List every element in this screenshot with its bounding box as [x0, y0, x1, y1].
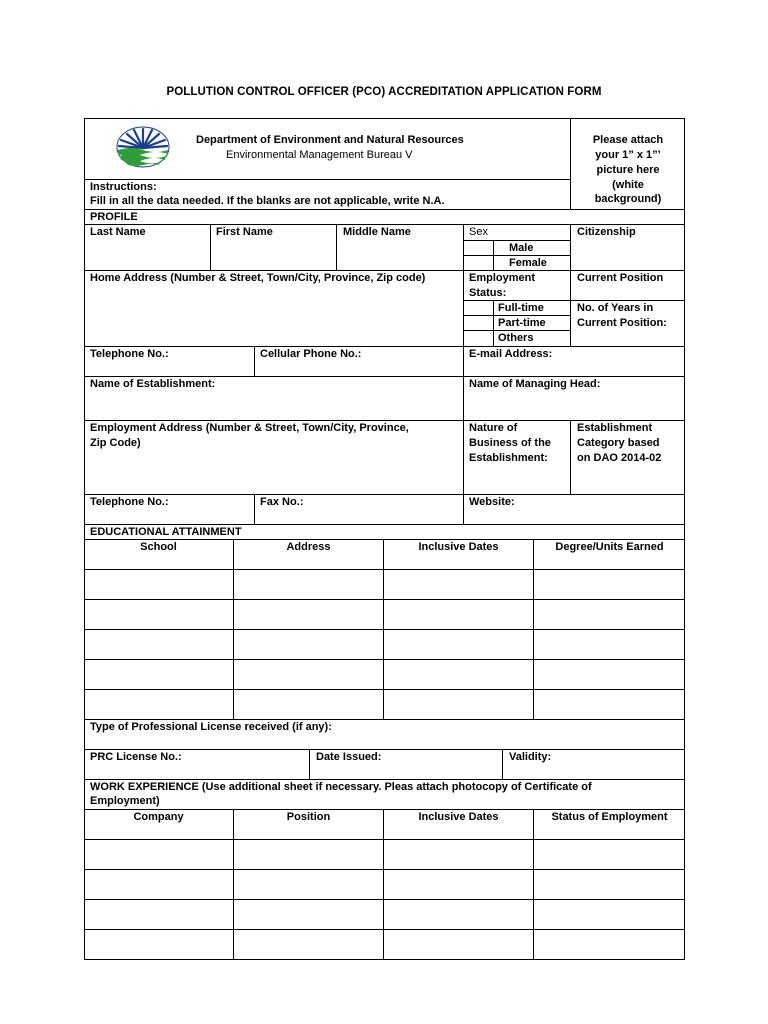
telephone-label: Telephone No.:	[90, 348, 169, 360]
table-rule	[383, 809, 384, 960]
part-time-label: Part-time	[498, 317, 546, 329]
prc-license-label: PRC License No.:	[90, 751, 182, 763]
photo-instruction-2: your 1” x 1”’	[595, 149, 661, 161]
table-rule	[84, 494, 685, 495]
table-rule	[84, 929, 685, 930]
employment-address-label-2: Zip Code)	[90, 437, 141, 449]
others-label: Others	[498, 332, 534, 344]
email-label: E-mail Address:	[469, 348, 553, 360]
home-address-label: Home Address (Number & Street, Town/City, Province, Zip code)	[90, 272, 426, 284]
middle-name-label: Middle Name	[343, 226, 411, 238]
bureau-name: Environmental Management Bureau V	[226, 149, 413, 161]
table-rule	[84, 839, 685, 840]
profile-heading: PROFILE	[90, 211, 138, 223]
table-rule	[336, 224, 337, 270]
last-name-label: Last Name	[90, 226, 146, 238]
validity-label: Validity:	[509, 751, 552, 763]
table-rule	[493, 240, 494, 270]
table-rule	[84, 629, 685, 630]
table-rule	[254, 494, 255, 524]
website-label: Website:	[469, 496, 515, 508]
work-experience-heading-line	[90, 780, 592, 795]
years-in-position-label-2: Current Position:	[577, 317, 667, 329]
photo-instruction-5: background)	[594, 193, 662, 205]
photo-instruction-4: (white	[612, 179, 644, 191]
table-rule	[463, 224, 464, 346]
education-col-address: Address	[286, 541, 331, 553]
nature-of-business-label-3: Establishment:	[469, 452, 548, 464]
table-rule	[309, 749, 310, 779]
establishment-category-label-2: Category based	[577, 437, 660, 449]
work-col-dates: Inclusive Dates	[418, 811, 499, 823]
license-type-label: Type of Professional License received (if any):	[90, 721, 332, 733]
department-name: Department of Environment and Natural Resources	[196, 134, 464, 146]
male-label: Male	[509, 242, 534, 254]
table-rule	[463, 346, 464, 420]
education-col-degree: Degree/Units Earned	[555, 541, 664, 553]
table-rule	[84, 209, 685, 210]
table-rule	[84, 659, 685, 660]
instructions-label: Instructions:	[90, 181, 157, 193]
current-position-label: Current Position	[577, 272, 664, 284]
table-rule	[502, 749, 503, 779]
telephone-2-label: Telephone No.:	[90, 496, 169, 508]
employment-status-label-2: Status:	[469, 287, 507, 299]
establishment-category-label-1: Establishment	[577, 422, 653, 434]
table-rule	[84, 599, 685, 600]
education-col-school: School	[140, 541, 177, 553]
photo-instruction-3: picture here	[596, 164, 660, 176]
employment-address-label-1: Employment Address (Number & Street, Town/City, Province,	[90, 422, 409, 434]
table-rule	[254, 346, 255, 376]
work-experience-heading: WORK EXPERIENCE	[90, 781, 199, 793]
table-rule	[570, 224, 571, 346]
education-heading: EDUCATIONAL ATTAINMENT	[90, 526, 242, 538]
work-col-position: Position	[286, 811, 331, 823]
fax-label: Fax No.:	[260, 496, 304, 508]
full-time-label: Full-time	[498, 302, 544, 314]
cellular-label: Cellular Phone No.:	[260, 348, 362, 360]
work-experience-note: (Use additional sheet if necessary. Pleas attach photocopy of Certificate of	[198, 781, 592, 793]
instructions-text: Fill in all the data needed. If the blanks are not applicable, write N.A.	[90, 195, 445, 207]
sex-label: Sex	[469, 226, 488, 238]
work-experience-note-2: Employment)	[90, 795, 160, 807]
table-rule	[84, 346, 685, 347]
employment-status-label-1: Employment	[469, 272, 536, 284]
table-rule	[463, 420, 464, 524]
establishment-label: Name of Establishment:	[90, 378, 216, 390]
table-rule	[84, 569, 685, 570]
nature-of-business-label-1: Nature of	[469, 422, 518, 434]
photo-instruction-1: Please attach	[592, 134, 664, 146]
form-title: POLLUTION CONTROL OFFICER (PCO) ACCREDITATION APPLICATION FORM	[166, 86, 602, 98]
work-col-company: Company	[133, 811, 184, 823]
years-in-position-label-1: No. of Years in	[577, 302, 654, 314]
table-rule	[383, 539, 384, 719]
establishment-category-label-3: on DAO 2014-02	[577, 452, 662, 464]
table-rule	[570, 420, 571, 494]
table-rule	[84, 869, 685, 870]
female-label: Female	[509, 257, 547, 269]
table-rule	[84, 179, 571, 180]
table-rule	[233, 809, 234, 960]
table-rule	[533, 539, 534, 719]
table-rule	[533, 809, 534, 960]
work-col-status: Status of Employment	[551, 811, 668, 823]
table-rule	[493, 300, 494, 346]
education-col-dates: Inclusive Dates	[418, 541, 499, 553]
citizenship-label: Citizenship	[577, 226, 636, 238]
date-issued-label: Date Issued:	[316, 751, 382, 763]
table-rule	[84, 689, 685, 690]
table-rule	[233, 539, 234, 719]
nature-of-business-label-2: Business of the	[469, 437, 551, 449]
table-rule	[210, 224, 211, 270]
table-rule	[84, 899, 685, 900]
managing-head-label: Name of Managing Head:	[469, 378, 601, 390]
first-name-label: First Name	[216, 226, 273, 238]
